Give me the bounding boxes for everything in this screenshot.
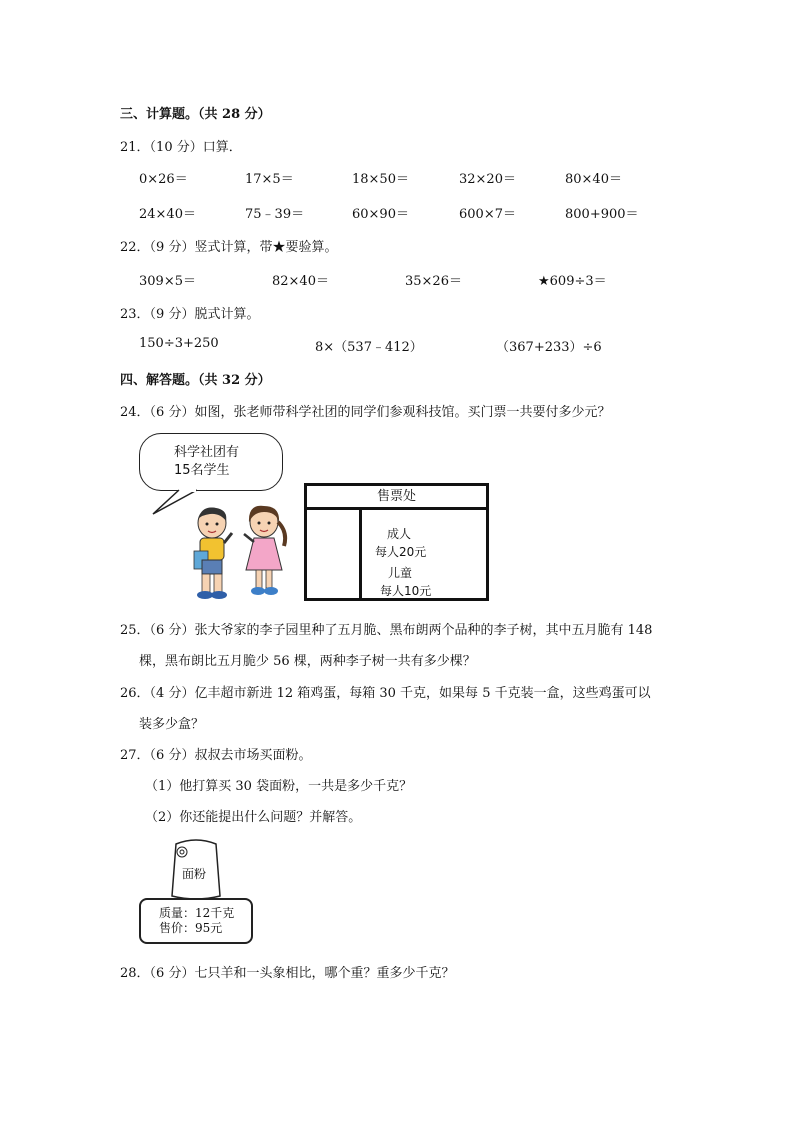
question-21-row-1 [0,168,794,188]
vertical-calc-item: 82×40＝ [272,274,329,289]
question-21-heading: 21．（10 分）口算． [120,140,242,155]
question-23-row [0,336,794,356]
step-calc-item: （367+233）÷6 [496,340,602,355]
step-calc-item: 8×（537﹣412） [315,340,423,355]
ticket-office-board [304,483,489,601]
mental-math-item: 800+900＝ [565,207,639,222]
mental-math-item: 17×5＝ [245,172,294,187]
flour-weight: 质量：12千克 [159,906,235,920]
mental-math-item: 32×20＝ [459,172,516,187]
question-27-sub-2: （2）你还能提出什么问题？并解答。 [145,810,362,825]
section-3-title: 三、计算题。（共 28 分） [120,107,271,122]
mental-math-item: 80×40＝ [565,172,622,187]
mental-math-item: 0×26＝ [139,172,188,187]
question-21-row-2 [0,203,794,223]
vertical-calc-item: ★609÷3＝ [538,274,607,289]
flour-info-card [139,898,253,944]
question-27-sub-1: （1）他打算买 30 袋面粉，一共是多少千克？ [145,779,413,794]
adult-label: 成人 [387,527,412,541]
question-26-line-1: 26．（4 分）亿丰超市新进 12 箱鸡蛋，每箱 30 千克，如果每 5 千克装一盒，这些鸡蛋可以 [120,686,651,701]
question-22-row [0,270,794,290]
vertical-calc-item: 309×5＝ [139,274,196,289]
ticket-office-title: 售票处 [307,486,486,510]
flour-price: 售价：95元 [159,921,223,935]
child-price: 每人10元 [380,584,432,598]
speech-bubble [139,433,283,491]
vertical-calc-item: 35×26＝ [405,274,462,289]
mental-math-item: 24×40＝ [139,207,196,222]
question-24-text: 24．（6 分）如图，张老师带科学社团的同学们参观科技馆。买门票一共要付多少元？ [120,405,611,420]
mental-math-item: 600×7＝ [459,207,516,222]
bubble-line-1: 科学社团有 [174,445,240,460]
child-label: 儿童 [388,566,413,580]
section-4-title: 四、解答题。（共 32 分） [120,373,271,388]
question-25-line-1: 25．（6 分）张大爷家的李子园里种了五月脆、黑布朗两个品种的李子树，其中五月脆有 148 [120,623,653,638]
question-25-line-2: 棵，黑布朗比五月脆少 56 棵，两种李子树一共有多少棵？ [139,654,476,669]
girl-student-icon [238,502,290,598]
step-calc-item: 150÷3+250 [139,336,219,351]
ticket-window-divider [359,510,362,601]
mental-math-item: 60×90＝ [352,207,409,222]
flour-bag-text: 面粉 [182,867,207,881]
mental-math-item: 75﹣39＝ [245,207,305,222]
question-28-text: 28．（6 分）七只羊和一头象相比，哪个重？重多少千克？ [120,966,455,981]
question-27-heading: 27．（6 分）叔叔去市场买面粉。 [120,748,312,763]
mental-math-item: 18×50＝ [352,172,409,187]
question-22-heading: 22．（9 分）竖式计算，带★要验算。 [120,240,338,255]
question-23-heading: 23．（9 分）脱式计算。 [120,307,260,322]
boy-student-icon [190,505,240,601]
adult-price: 每人20元 [375,545,427,559]
question-26-line-2: 装多少盒？ [139,717,205,732]
bubble-line-2: 15名学生 [174,463,230,478]
